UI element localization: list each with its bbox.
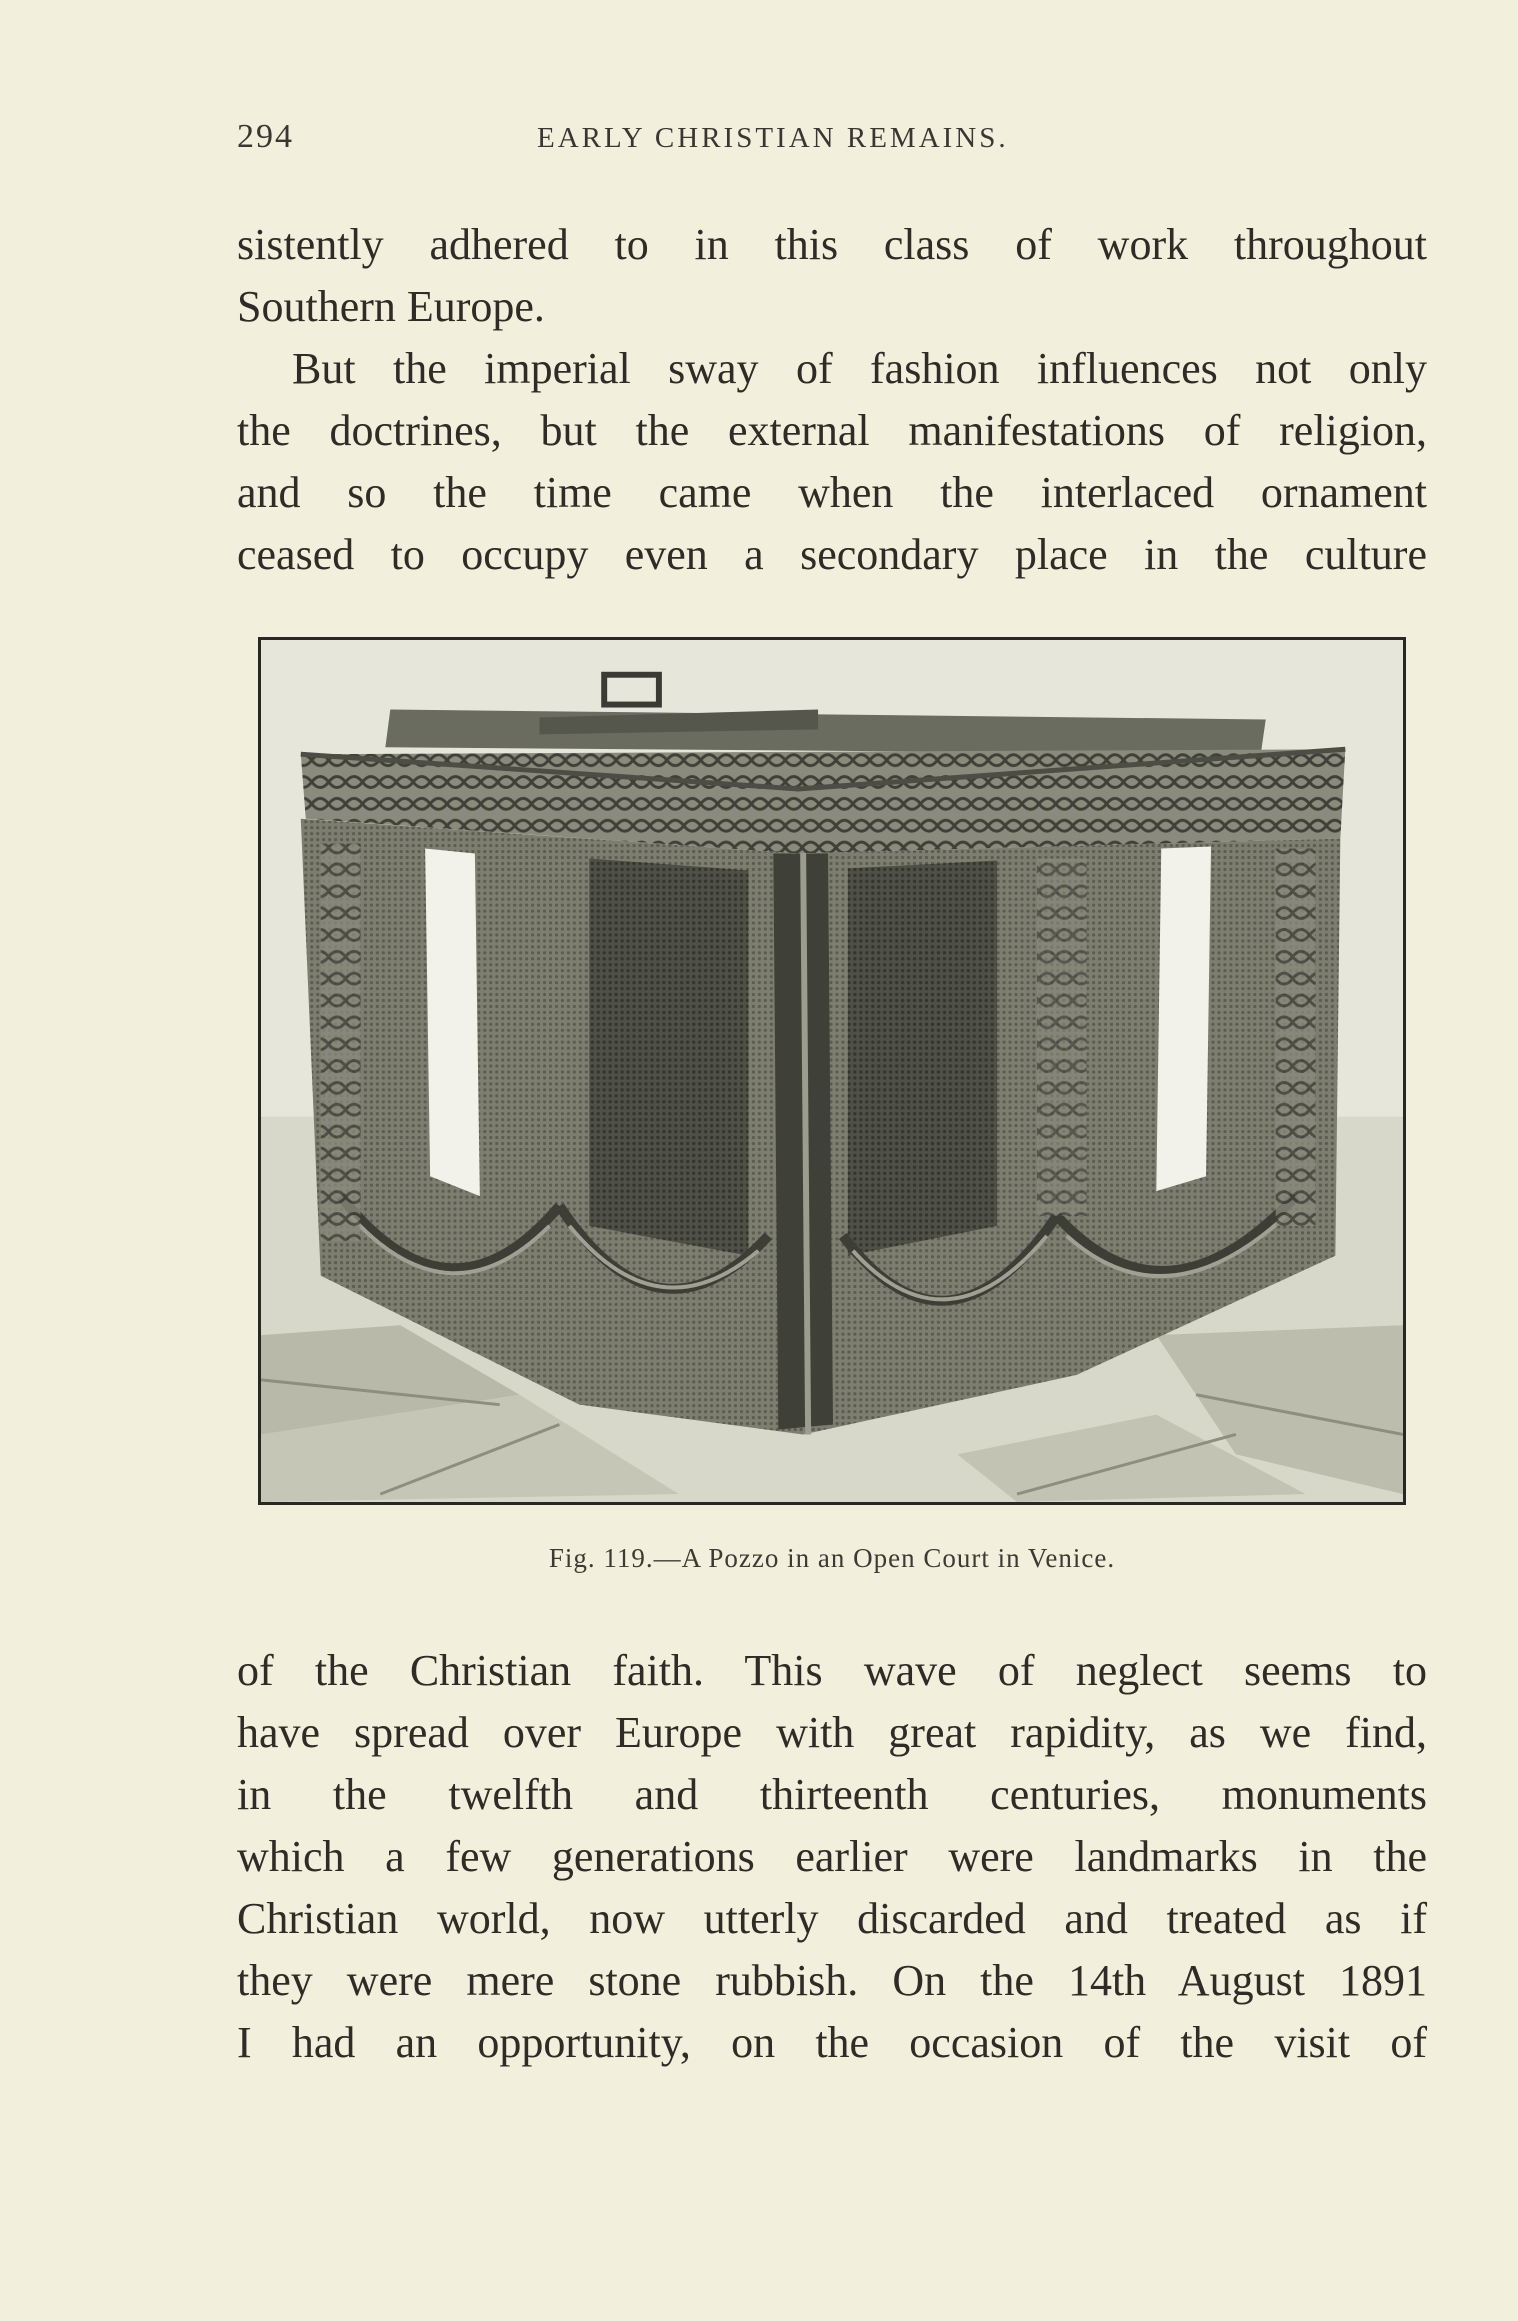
- text-line: they were mere stone rubbish. On the 14th August 1891: [237, 1956, 1427, 2005]
- text-line: the doctrines, but the external manifestations of religion,: [237, 406, 1427, 455]
- text-line: Christian world, now utterly discarded and treated as if: [237, 1894, 1427, 1943]
- text-line: in the twelfth and thirteenth centuries, monuments: [237, 1770, 1427, 1819]
- text-line: But the imperial sway of fashion influences not only: [292, 344, 1427, 393]
- paragraph-fashion: [237, 338, 1427, 586]
- text-line: I had an opportunity, on the occasion of the visit of: [237, 2018, 1427, 2067]
- figure-pozzo-photo: [258, 637, 1406, 1505]
- text-line: ceased to occupy even a secondary place in the culture: [237, 530, 1427, 579]
- page-header: [237, 118, 1417, 178]
- paragraph-continued: [237, 214, 1427, 338]
- pozzo-illustration: [261, 640, 1403, 1502]
- text-line: and so the time came when the interlaced ornament: [237, 468, 1427, 517]
- running-head: EARLY CHRISTIAN REMAINS.: [537, 122, 1009, 154]
- text-line: Southern Europe.: [237, 282, 545, 331]
- figure-caption: Fig. 119.—A Pozzo in an Open Court in Venice.: [548, 1543, 1116, 1573]
- text-line: sistently adhered to in this class of work throughout: [237, 220, 1427, 269]
- text-line: which a few generations earlier were landmarks in the: [237, 1832, 1427, 1881]
- page-number: 294: [237, 118, 294, 155]
- text-line: have spread over Europe with great rapidity, as we find,: [237, 1708, 1427, 1757]
- paragraph-neglect: [237, 1640, 1427, 2074]
- text-line: of the Christian faith. This wave of neglect seems to: [237, 1646, 1427, 1695]
